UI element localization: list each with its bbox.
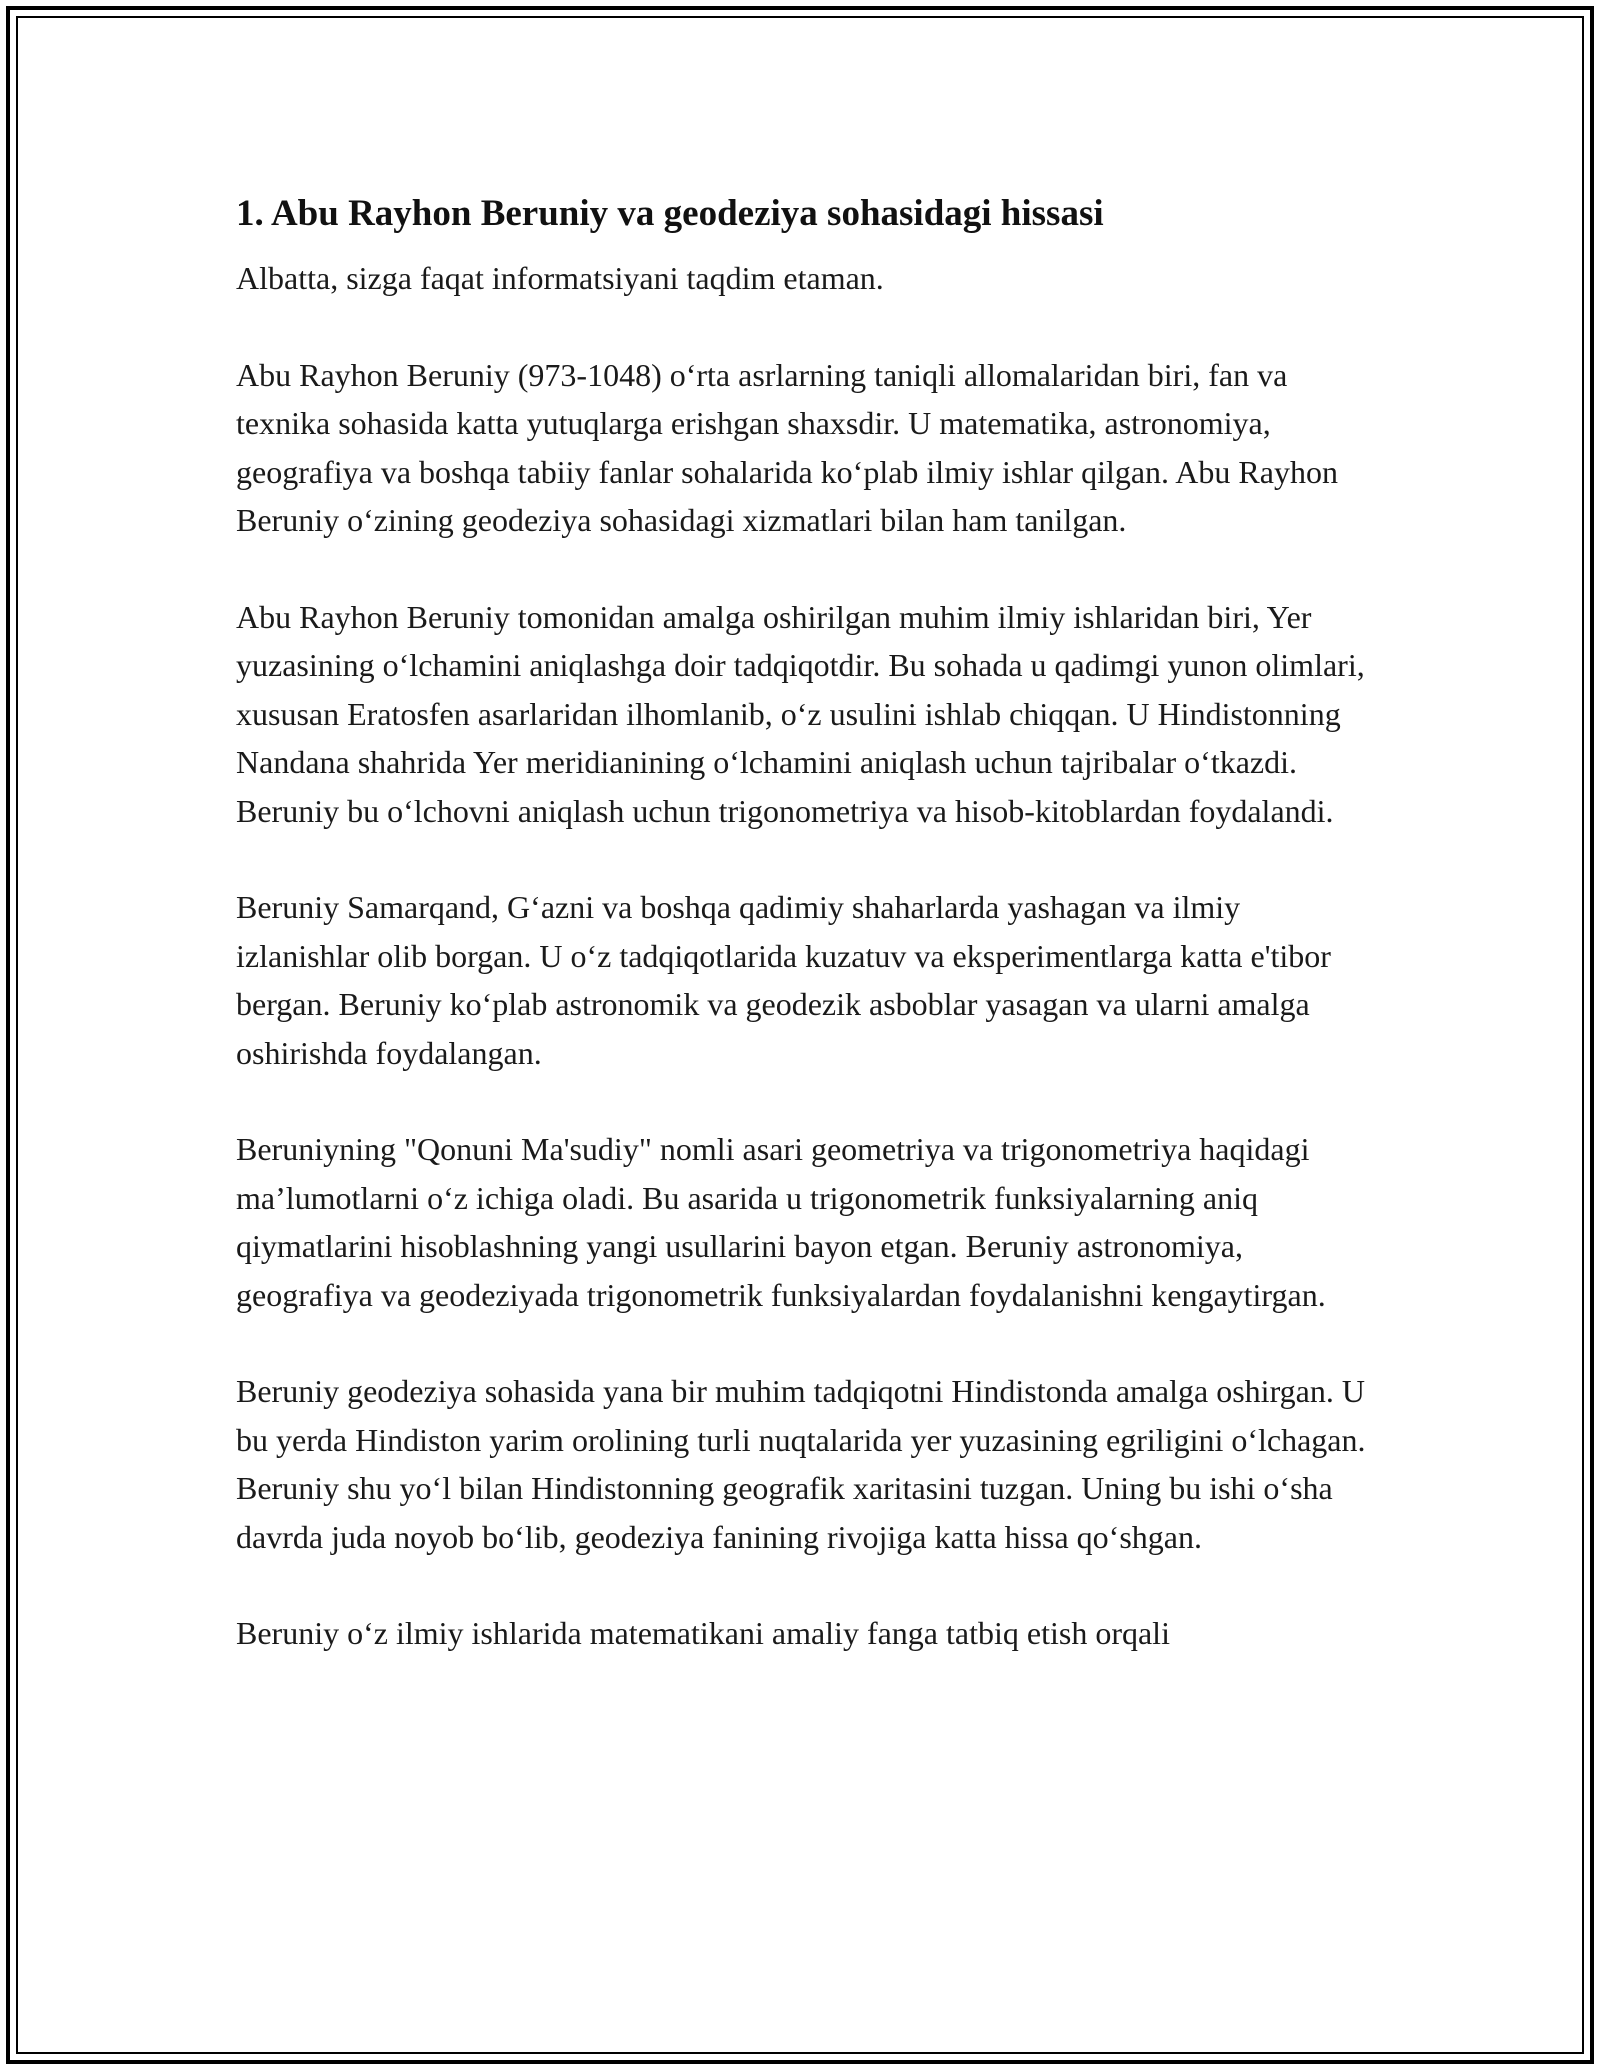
paragraph-india-research: Beruniy geodeziya sohasida yana bir muhim tadqiqotni Hindistonda amalga oshirgan. U bu yerda Hindiston yarim orolining turli nuqtalarida yer yuzasining egriligini o‘lchagan. Beruniy shu yo‘l bilan Hindistonning geografik xaritasini tuzgan. Uning bu ishi o‘sha davrda juda noyob bo‘lib, geodeziya fanining rivojiga katta hissa qo‘shgan.	[236, 1373, 1366, 1555]
paragraph-intro: Albatta, sizga faqat informatsiyani taqdim etaman.	[236, 260, 884, 296]
document-title: 1. Abu Rayhon Beruniy va geodeziya sohasidagi hissasi	[236, 193, 1104, 234]
paragraph-biography: Abu Rayhon Beruniy (973-1048) o‘rta asrlarning taniqli allomalaridan biri, fan va texnika sohasida katta yutuqlarga erishgan shaxsdir. U matematika, astronomiya, geografiya va boshqa tabiiy fanlar sohalarida ko‘plab ilmiy ishlar qilgan. Abu Rayhon Beruniy o‘zining geodeziya sohasidagi xizmatlari bilan ham tanilgan.	[236, 356, 1338, 538]
paragraph-earth-measurement: Abu Rayhon Beruniy tomonidan amalga oshirilgan muhim ilmiy ishlaridan biri, Yer yuzasining o‘lchamini aniqlashga doir tadqiqotdir. Bu sohada u qadimgi yunon olimlari, xususan Eratosfen asarlaridan ilhomlanib, o‘z usulini ishlab chiqqan. U Hindistonning Nandana shahrida Yer meridianining o‘lchamini aniqlash uchun tajribalar o‘tkazdi. Beruniy bu o‘lchovni aniqlash uchun trigonometriya va hisob-kitoblardan foydalandi.	[236, 598, 1365, 829]
paragraph-qonuni-masudiy: Beruniyning "Qonuni Ma'sudiy" nomli asari geometriya va trigonometriya haqidagi ma’lumotlarni o‘z ichiga oladi. Bu asarida u trigonometrik funksiyalarning aniq qiymatlarini hisoblashning yangi usullarini bayon etgan. Beruniy astronomiya, geografiya va geodeziyada trigonometrik funksiyalardan foydalanishni kengaytirgan.	[236, 1131, 1326, 1313]
paragraph-applied-math: Beruniy o‘z ilmiy ishlarida matematikani amaliy fanga tatbiq etish orqali	[236, 1615, 1170, 1651]
document-body	[236, 186, 1376, 1706]
paragraph-research-cities: Beruniy Samarqand, G‘azni va boshqa qadimiy shaharlarda yashagan va ilmiy izlanishlar olib borgan. U o‘z tadqiqotlarida kuzatuv va eksperimentlarga katta e'tibor bergan. Beruniy ko‘plab astronomik va geodezik asboblar yasagan va ularni amalga oshirishda foydalangan.	[236, 889, 1331, 1071]
